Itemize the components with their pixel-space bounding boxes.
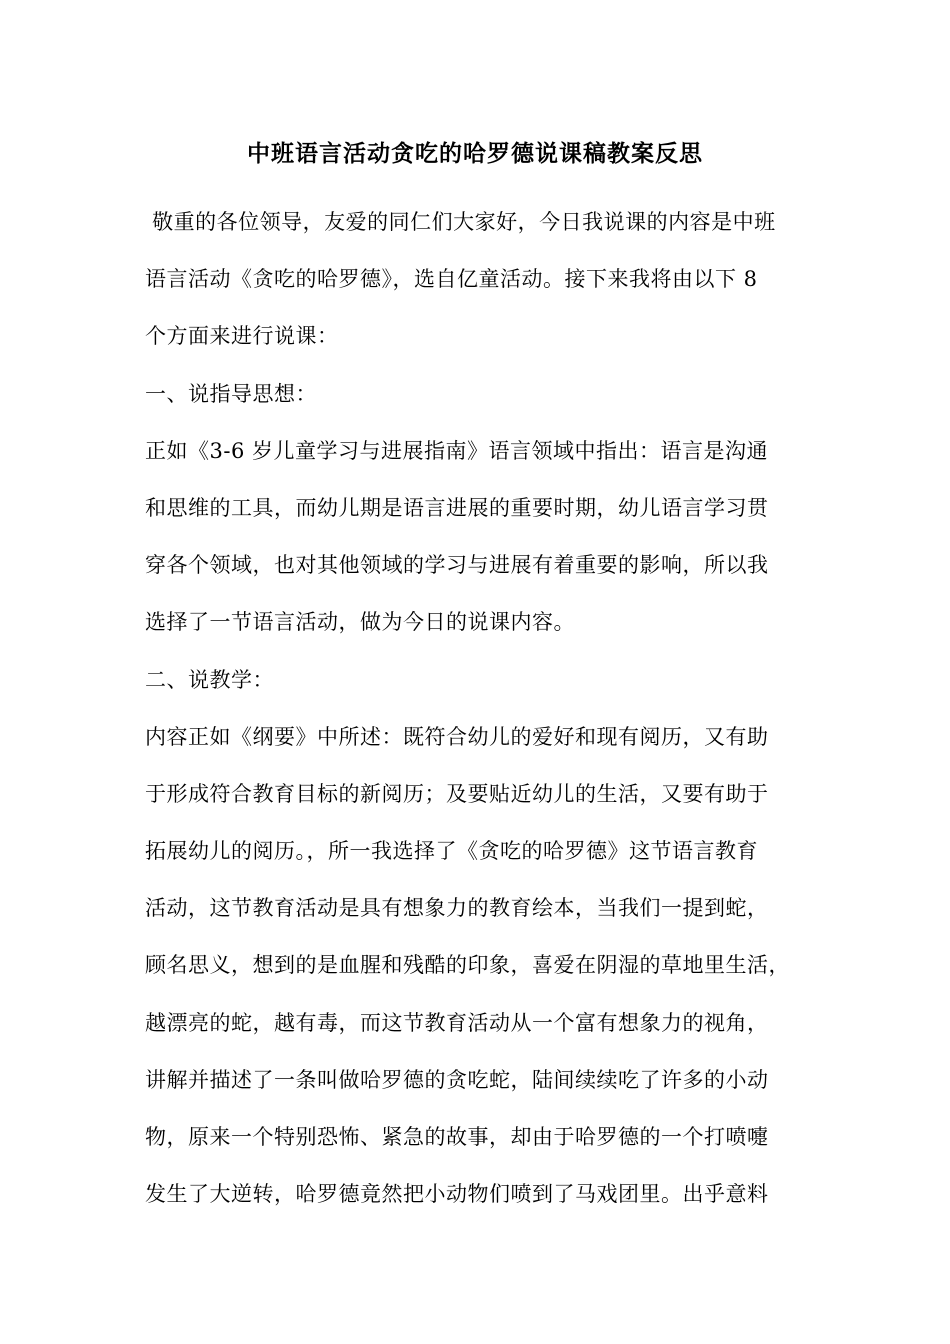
text-line: 语言活动《贪吃的哈罗德》，选自亿童活动。接下来我将由以下 8 (145, 267, 758, 292)
section-heading-guiding-thought: 一、说指导思想： (145, 381, 317, 406)
document-title: 中班语言活动贪吃的哈罗德说课稿教案反思 (247, 141, 703, 167)
section-heading-teaching: 二、说教学： (145, 667, 274, 692)
text-line: 正如《3-6 岁儿童学习与进展指南》语言领域中指出：语言是沟通 (145, 438, 768, 463)
text-line: 选择了一节语言活动，做为今日的说课内容。 (145, 610, 575, 635)
text-line: 内容正如《纲要》中所述：既符合幼儿的爱好和现有阅历，又有助 (145, 724, 769, 749)
text-line: 物，原来一个特别恐怖、紧急的故事，却由于哈罗德的一个打喷嚏 (145, 1125, 769, 1149)
document-body (145, 202, 820, 1231)
text-line: 敬重的各位领导，友爱的同仁们大家好，今日我说课的内容是中班 (145, 210, 776, 234)
text-line: 顾名思义，想到的是血腥和残酷的印象，喜爱在阴湿的草地里生活， (145, 953, 790, 978)
text-line: 活动，这节教育活动是具有想象力的教育绘本，当我们一提到蛇， (145, 896, 769, 921)
text-line: 和思维的工具，而幼儿期是语言进展的重要时期，幼儿语言学习贯 (145, 495, 769, 520)
text-line: 讲解并描述了一条叫做哈罗德的贪吃蛇，陆间续续吃了许多的小动 (145, 1067, 769, 1092)
text-line: 越漂亮的蛇，越有毒，而这节教育活动从一个富有想象力的视角， (145, 1010, 769, 1035)
text-line: 发生了大逆转，哈罗德竟然把小动物们喷到了马戏团里。出乎意料 (145, 1182, 769, 1207)
text-line: 个方面来进行说课： (145, 324, 339, 349)
text-line: 拓展幼儿的阅历。，所一我选择了《贪吃的哈罗德》这节语言教育 (145, 839, 758, 864)
text-line: 穿各个领域，也对其他领域的学习与进展有着重要的影响，所以我 (145, 553, 769, 578)
text-line: 于形成符合教育目标的新阅历；及要贴近幼儿的生活，又要有助于 (145, 781, 769, 806)
